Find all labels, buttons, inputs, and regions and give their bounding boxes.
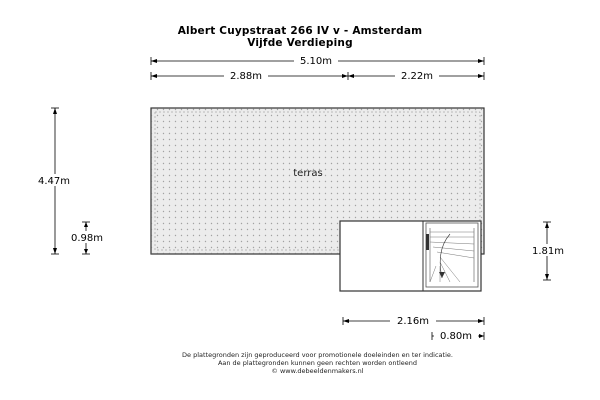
disclaimer-line-2: Aan de plattegronden kunnen geen rechten worden ontleend bbox=[217, 359, 418, 367]
dim-total-height-label: 4.47m bbox=[37, 176, 71, 187]
disclaimer-line-1: De plattegronden zijn geproduceerd voor promotionele doeleinden en ter indicatie. bbox=[182, 351, 453, 359]
dim-small-height-label: 0.98m bbox=[70, 233, 104, 244]
dim-right-height bbox=[525, 222, 571, 280]
copyright-line: © www.debeeldenmakers.nl bbox=[271, 367, 364, 375]
staircase bbox=[426, 223, 478, 287]
dim-bottom-small-label: 0.80m bbox=[439, 331, 473, 342]
dim-right-width-label: 2.22m bbox=[400, 71, 434, 82]
dim-total-width-label: 5.10m bbox=[299, 56, 333, 67]
floor-label: Vijfde Verdieping bbox=[247, 37, 353, 49]
dim-small-height bbox=[64, 222, 110, 254]
dim-bottom-width bbox=[343, 314, 484, 327]
dim-total-width bbox=[151, 54, 484, 67]
dim-bottom-width-label: 2.16m bbox=[396, 316, 430, 327]
plan-title: Albert Cuypstraat 266 IV v - Amsterdam bbox=[177, 25, 423, 37]
dim-split-widths bbox=[151, 69, 484, 82]
dim-bottom-small bbox=[432, 329, 484, 342]
dim-left-width-label: 2.88m bbox=[229, 71, 263, 82]
dim-right-height-label: 1.81m bbox=[531, 246, 565, 257]
terrace-label: terras bbox=[293, 168, 323, 179]
